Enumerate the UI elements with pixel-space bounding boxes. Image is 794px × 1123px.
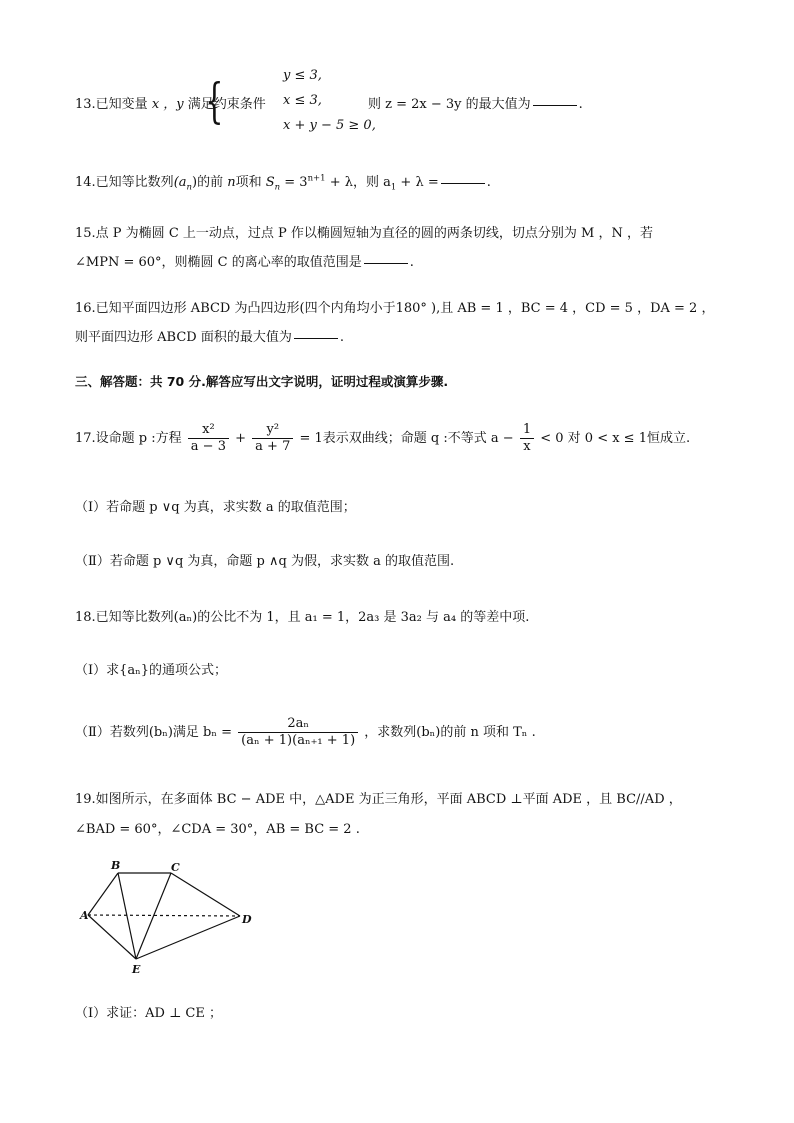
q13-blank	[533, 105, 577, 106]
label-d: D	[242, 913, 252, 926]
edge-cd	[171, 873, 240, 916]
label-c: C	[171, 861, 180, 874]
q13-cond2: x ≤ 3,	[283, 93, 322, 108]
edge-ae	[88, 915, 136, 959]
q17-frac1: $\frac{\text{x²}}{a - 3}$	[188, 422, 229, 455]
q17-part2: （Ⅱ）若命题 p ∨q 为真，命题 p ∧q 为假，求实数 a 的取值范围.	[75, 554, 455, 569]
q19-line1: 19.如图所示，在多面体 BC − ADE 中，△ADE 为正三角形，平面 ABCD ⊥平面 ADE ，且 BC//AD ，	[75, 792, 682, 807]
q18-stem: 18.已知等比数列(aₙ)的公比不为 1，且 a₁ = 1，2a₃ 是 3a₂ 与 a₄ 的等差中项.	[75, 610, 530, 625]
q13-cond3: x + y − 5 ≥ 0,	[283, 118, 376, 133]
q18-part2: （Ⅱ）若数列(bₙ)满足 bₙ = $\frac{\text{2aₙ}}{\text{(aₙ + 1)(aₙ₊₁ + 1)}}$ ，求数列(bₙ)的前 n 项和 Tₙ .	[75, 716, 536, 748]
q18-part1: （Ⅰ）求{aₙ}的通项公式；	[75, 663, 228, 678]
q13-cond1: y ≤ 3,	[283, 68, 322, 83]
q13-vars: x ，y	[151, 97, 184, 112]
q13-line	[75, 93, 266, 112]
q13-prefix: 13.已知变量	[75, 97, 148, 112]
q16-line1: 16.已知平面四边形 ABCD 为凸四边形(四个内角均小于180° ),且 AB = 1 ，BC = 4 ，CD = 5 ，DA = 2 ，	[75, 301, 715, 316]
q17-frac2: $\frac{\text{y²}}{a + 7}$	[252, 422, 293, 455]
section-three-heading: 三、解答题：共 70 分.解答应写出文字说明，证明过程或演算步骤.	[75, 374, 449, 389]
q19-part1: （Ⅰ）求证：AD ⊥ CE ；	[75, 1006, 223, 1021]
q14-line: 14.已知等比数列$(a_n)$的前 n项和 $S_n = 3^{n+1} + \lambda$，则 $a_1 + \lambda$ = .	[75, 173, 491, 193]
q15-line2: ∠MPN = 60°，则椭圆 C 的离心率的取值范围是 .	[75, 255, 414, 270]
q16-line2: 则平面四边形 ABCD 面积的最大值为 .	[75, 330, 344, 345]
edge-be	[118, 873, 136, 959]
q14-blank	[441, 183, 485, 184]
q19-line2: ∠BAD = 60°，∠CDA = 30°，AB = BC = 2 .	[75, 822, 360, 837]
label-e: E	[132, 963, 141, 976]
q16-blank	[294, 338, 338, 339]
edge-ad-hidden	[88, 915, 240, 916]
q13-suffix-line: 则 z = 2x − 3y 的最大值为 .	[368, 97, 583, 112]
q17-part1: （Ⅰ）若命题 p ∨q 为真，求实数 a 的取值范围；	[75, 500, 356, 515]
edge-ed	[136, 916, 240, 959]
q13-mid: 满足约束条件	[187, 97, 266, 112]
q13-brace: {	[205, 73, 224, 129]
polyhedron-figure	[78, 855, 258, 980]
label-b: B	[111, 859, 121, 872]
edge-ab	[88, 873, 118, 915]
q17-line: 17.设命题 p :方程 $\frac{\text{x²}}{a - 3}$ + $\frac{\text{y²}}{a + 7}$ = 1表示双曲线；命题 q :不等式 a − $\frac{1}{x}$ < 0 对 0 < x ≤ 1恒成立.	[75, 422, 691, 454]
q17-frac3: $\frac{1}{x}$	[520, 422, 534, 455]
label-a: A	[80, 909, 89, 922]
q15-blank	[364, 263, 408, 264]
q13-suffix: 则 z = 2x − 3y 的最大值为	[368, 97, 531, 112]
q18-frac: $\frac{\text{2aₙ}}{\text{(aₙ + 1)(aₙ₊₁ + 1)}}$	[238, 716, 358, 749]
q15-line1: 15.点 P 为椭圆 C 上一动点，过点 P 作以椭圆短轴为直径的圆的两条切线，切点分别为 M ，N ，若	[75, 226, 653, 241]
